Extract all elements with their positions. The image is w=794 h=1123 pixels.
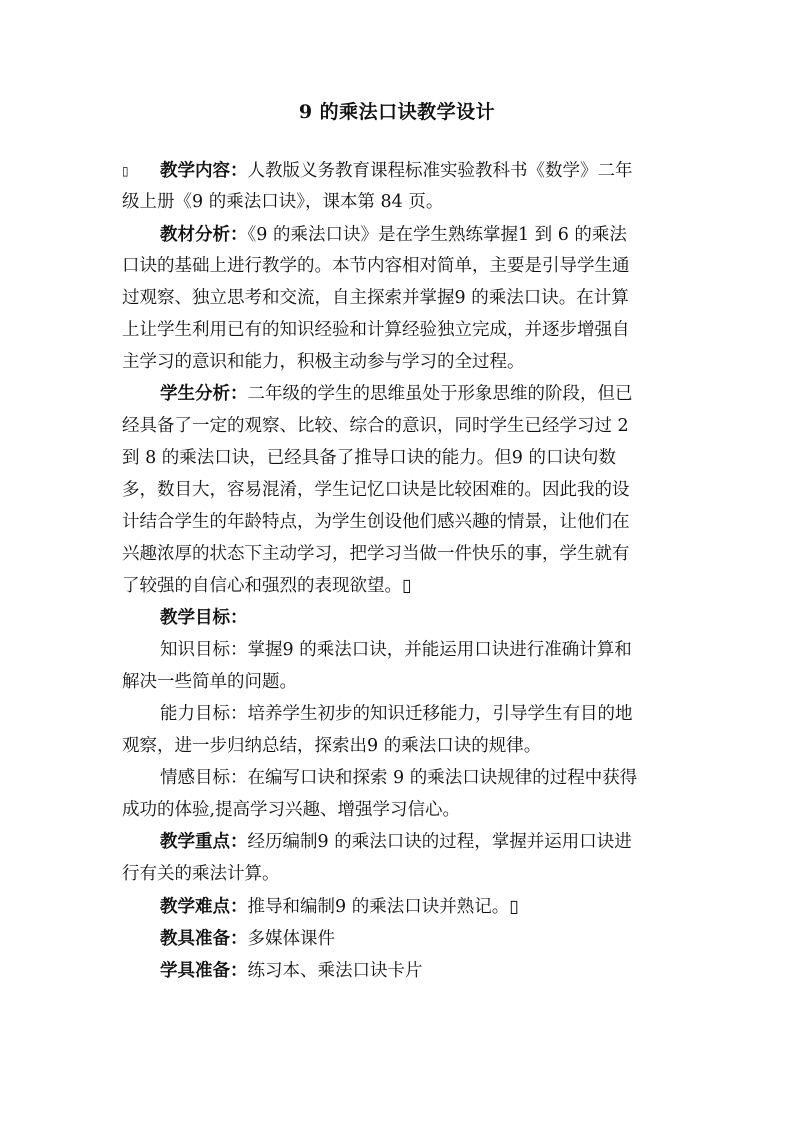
students-text-4: 多，数目大，容易混淆，学生记忆口诀是比较困难的。因此我的设 (122, 480, 630, 500)
content-line-1 (160, 160, 633, 182)
document-title: 9 的乘法口诀教学设计 (298, 101, 496, 123)
students-text-3: 到 8 的乘法口诀，已经具备了推导口诀的能力。但9 的口诀句数 (122, 448, 616, 468)
learning-aids-label: 学具准备： (160, 961, 248, 981)
keypoint-text-2: 行有关的乘法计算。 (122, 864, 280, 884)
difficulty-line (160, 896, 519, 918)
material-text-5: 主学习的意识和能力，积极主动参与学习的全过程。 (122, 352, 525, 372)
goals-knowledge-2: 解决一些简单的问题。 (122, 672, 297, 692)
teaching-aids-text: 多媒体课件 (247, 929, 335, 949)
goals-emotion-1: 情感目标：在编写口诀和探索 9 的乘法口诀规律的过程中获得 (160, 768, 638, 788)
keypoint-text-1: 经历编制9 的乘法口诀的过程，掌握并运用口诀进 (247, 832, 632, 852)
keypoint-label: 教学重点： (160, 832, 248, 852)
keypoint-line-1 (160, 831, 632, 853)
goals-ability-2: 观察，进一步归纳总结，探索出9 的乘法口诀的规律。 (122, 736, 542, 756)
learning-aids-line (160, 960, 423, 982)
material-text-3: 过观察、独立思考和交流，自主探索并掌握9 的乘法口诀。在计算 (122, 288, 629, 308)
difficulty-text: 推导和编制9 的乘法口诀并熟记。▯ (247, 897, 519, 917)
content-text-1: 人教版义务教育课程标准实验教科书《数学》二年 (247, 161, 633, 181)
teaching-aids-line (160, 928, 335, 950)
material-text-1: 《9 的乘法口诀》是在学生熟练掌握1 到 6 的乘法 (247, 225, 627, 245)
students-text-6: 兴趣浓厚的状态下主动学习，把学习当做一件快乐的事，学生就有 (122, 544, 630, 564)
content-text-2: 级上册《9 的乘法口诀》，课本第 84 页。 (122, 192, 444, 212)
goals-knowledge-1: 知识目标：掌握9 的乘法口诀，并能运用口诀进行准确计算和 (160, 640, 632, 660)
students-text-7: 了较强的自信心和强烈的表现欲望。▯ (122, 576, 412, 596)
material-text-4: 上让学生利用已有的知识经验和计算经验独立完成，并逐步增强自 (122, 320, 630, 340)
difficulty-label: 教学难点： (160, 897, 248, 917)
students-text-2: 经具备了一定的观察、比较、综合的意识，同时学生已经学习过 2 (122, 416, 629, 436)
goals-ability-1: 能力目标：培养学生初步的知识迁移能力，引导学生有目的地 (160, 704, 633, 724)
teaching-aids-label: 教具准备： (160, 929, 248, 949)
content-label: 教学内容： (160, 161, 248, 181)
material-text-2: 口诀的基础上进行教学的。本节内容相对简单，主要是引导学生通 (122, 256, 630, 276)
goals-emotion-2: 成功的体验,提高学习兴趣、增强学习信心。 (122, 800, 461, 820)
goals-label: 教学目标： (160, 608, 248, 628)
material-line-1 (160, 224, 627, 246)
learning-aids-text: 练习本、乘法口诀卡片 (247, 961, 423, 981)
students-text-5: 计结合学生的年龄特点，为学生创设他们感兴趣的情景，让他们在 (122, 512, 630, 532)
students-line-1 (160, 383, 633, 405)
material-label: 教材分析： (160, 225, 248, 245)
students-text-1: 二年级的学生的思维虽处于形象思维的阶段，但已 (247, 384, 633, 404)
bullet-marker: ▯ (122, 164, 129, 178)
students-label: 学生分析： (160, 384, 248, 404)
